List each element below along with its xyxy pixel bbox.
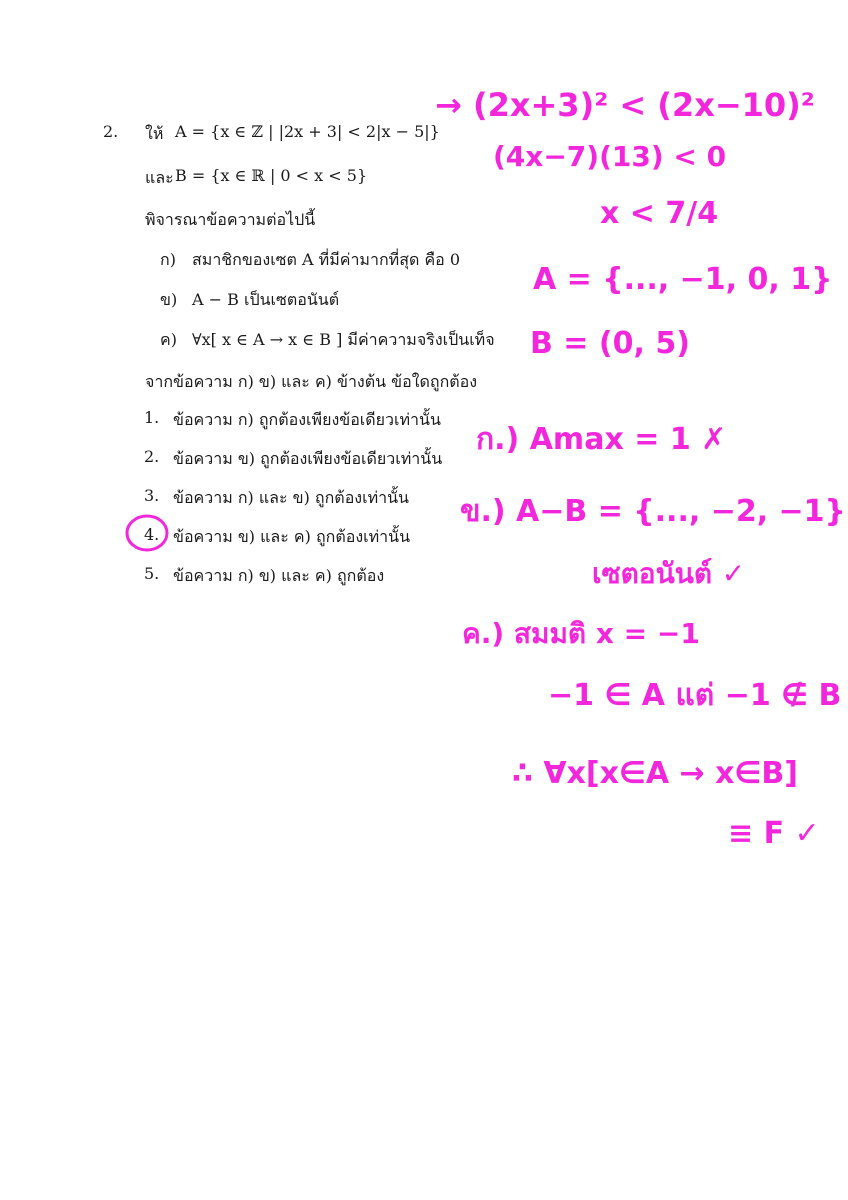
set-a-definition: A = {x ∈ ℤ | |2x + 3| < 2|x − 5|} bbox=[175, 122, 440, 141]
handwritten-counterexample: −1 ∈ A แต่ −1 ∉ B bbox=[548, 678, 842, 713]
statement-label-a: ก) bbox=[160, 250, 176, 269]
choice-text-1: ข้อความ ก) ถูกต้องเพียงข้อเดียวเท่านั้น bbox=[173, 410, 441, 429]
question-number: 2. bbox=[103, 122, 119, 141]
handwritten-set-b: B = (0, 5) bbox=[530, 326, 690, 361]
choice-number-5: 5. bbox=[144, 564, 160, 583]
statement-label-b: ข) bbox=[160, 290, 178, 309]
choice-text-5: ข้อความ ก) ข) และ ค) ถูกต้อง bbox=[173, 566, 385, 585]
handwritten-infinite-set-note: เซตอนันต์ ✓ bbox=[592, 557, 746, 590]
choice-number-3: 3. bbox=[144, 486, 160, 505]
given-word: ให้ bbox=[145, 124, 164, 143]
handwritten-step-inequality-squared: → (2x+3)² < (2x−10)² bbox=[435, 86, 815, 124]
set-b-definition: B = {x ∈ ℝ | 0 < x < 5} bbox=[175, 166, 368, 185]
handwritten-conclusion: ∴ ∀x[x∈A → x∈B] bbox=[512, 756, 798, 791]
choice-text-4: ข้อความ ข) และ ค) ถูกต้องเท่านั้น bbox=[173, 527, 411, 546]
choice-text-2: ข้อความ ข) ถูกต้องเพียงข้อเดียวเท่านั้น bbox=[173, 449, 443, 468]
statement-label-c: ค) bbox=[160, 330, 177, 349]
choice-text-3: ข้อความ ก) และ ข) ถูกต้องเท่านั้น bbox=[173, 488, 409, 507]
handwritten-false-result: ≡ F ✓ bbox=[728, 816, 820, 851]
choice-number-2: 2. bbox=[144, 447, 160, 466]
statement-text-a: สมาชิกของเซต A ที่มีค่ามากที่สุด คือ 0 bbox=[192, 250, 461, 269]
handwritten-statement-c-assume: ค.) สมมติ x = −1 bbox=[462, 617, 700, 650]
statement-text-c: ∀x[ x ∈ A → x ∈ B ] มีค่าความจริงเป็นเท็จ bbox=[192, 330, 495, 349]
statement-text-b: A − B เป็นเซตอนันต์ bbox=[192, 290, 340, 309]
choice-number-1: 1. bbox=[144, 408, 160, 427]
consider-instruction: พิจารณาข้อความต่อไปนี้ bbox=[145, 210, 316, 229]
handwritten-statement-b-check: ข.) A−B = {..., −2, −1} bbox=[460, 494, 846, 529]
and-word: และ bbox=[145, 168, 174, 187]
choice-number-4: 4. bbox=[144, 525, 160, 544]
handwritten-set-a: A = {..., −1, 0, 1} bbox=[533, 262, 833, 297]
handwritten-statement-a-check: ก.) Amax = 1 ✗ bbox=[476, 422, 727, 457]
handwritten-step-factored: (4x−7)(13) < 0 bbox=[493, 140, 727, 173]
handwritten-step-solution: x < 7/4 bbox=[600, 196, 719, 231]
question-prompt: จากข้อความ ก) ข) และ ค) ข้างต้น ข้อใดถูกต้อง bbox=[145, 372, 478, 391]
